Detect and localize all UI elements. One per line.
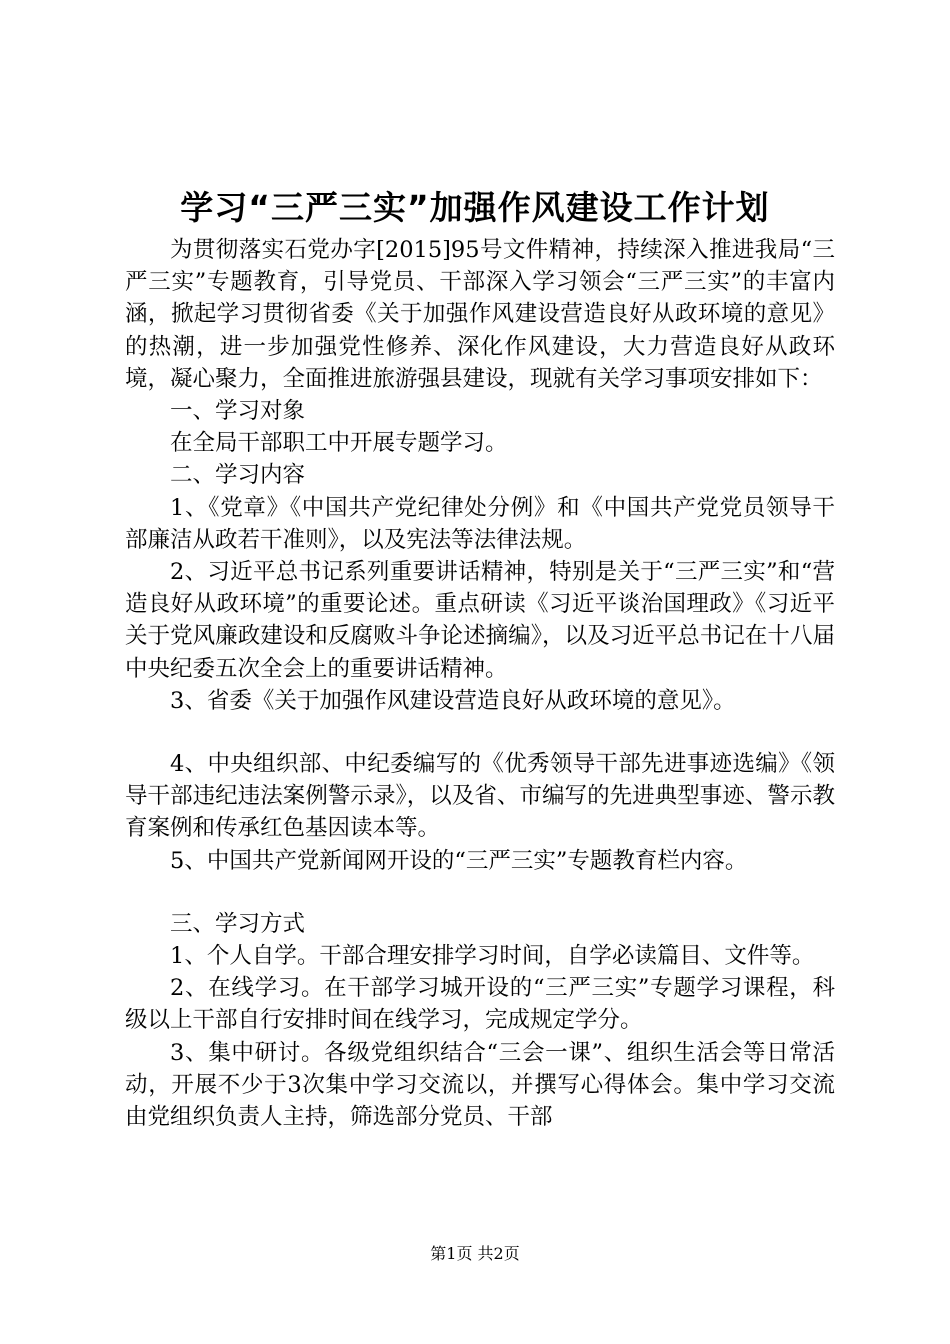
content-item-1: 1、《党章》《中国共产党纪律处分例》和《中国共产党党员领导干部廉洁从政若干准则》，以及宪法等法律法规。 [125,494,835,553]
method-item-1: 1、个人自学。干部合理安排学习时间，自学必读篇目、文件等。 [170,943,815,970]
intro-paragraph: 为贯彻落实石党办字[2015]95号文件精神，持续深入推进我局“三严三实”专题教育，引导党员、干部深入学习领会“三严三实”的丰富内涵，掀起学习贯彻省委《关于加强作风建设营造良好从政环境的意见》的热潮，进一步加强党性修养、深化作风建设，大力营造良好从政环境，凝心聚力，全面推进旅游强县建设，现就有关学习事项安排如下： [125,237,835,392]
paragraph-spacer [125,877,835,908]
paragraph-study-target: 在全局干部职工中开展专题学习。 [170,430,508,457]
document-title: 学习“三严三实”加强作风建设工作计划 [180,188,770,227]
content-item-2: 2、习近平总书记系列重要讲话精神，特别是关于“三严三实”和“营造良好从政环境”的重要论述。重点研读《习近平谈治国理政》《习近平关于党风廉政建设和反腐败斗争论述摘编》，以及习近平总书记在十八届中央纪委五次全会上的重要讲话精神。 [125,559,835,682]
page-footer: 第1页 共2页 [430,1244,520,1263]
document-body [125,234,835,1133]
method-item-3: 3、集中研讨。各级党组织结合“三会一课”、组织生活会等日常活动，开展不少于3次集中学习交流以，并撰写心得体会。集中学习交流由党组织负责人主持，筛选部分党员、干部 [125,1039,835,1131]
section-heading-study-content: 二、学习内容 [170,462,306,489]
section-heading-study-method: 三、学习方式 [170,910,306,937]
content-item-4: 4、中央组织部、中纪委编写的《优秀领导干部先进事迹选编》《领导干部违纪违法案例警示录》，以及省、市编写的先进典型事迹、警示教育案例和传承红色基因读本等。 [125,751,835,842]
paragraph-spacer [125,717,835,748]
content-item-5: 5、中国共产党新闻网开设的“三严三实”专题教育栏内容。 [170,847,748,874]
section-heading-study-target: 一、学习对象 [170,398,306,425]
content-item-3: 3、省委《关于加强作风建设营造良好从政环境的意见》。 [170,687,736,714]
method-item-2: 2、在线学习。在干部学习城开设的“三严三实”专题学习课程，科级以上干部自行安排时间在线学习，完成规定学分。 [125,975,835,1034]
